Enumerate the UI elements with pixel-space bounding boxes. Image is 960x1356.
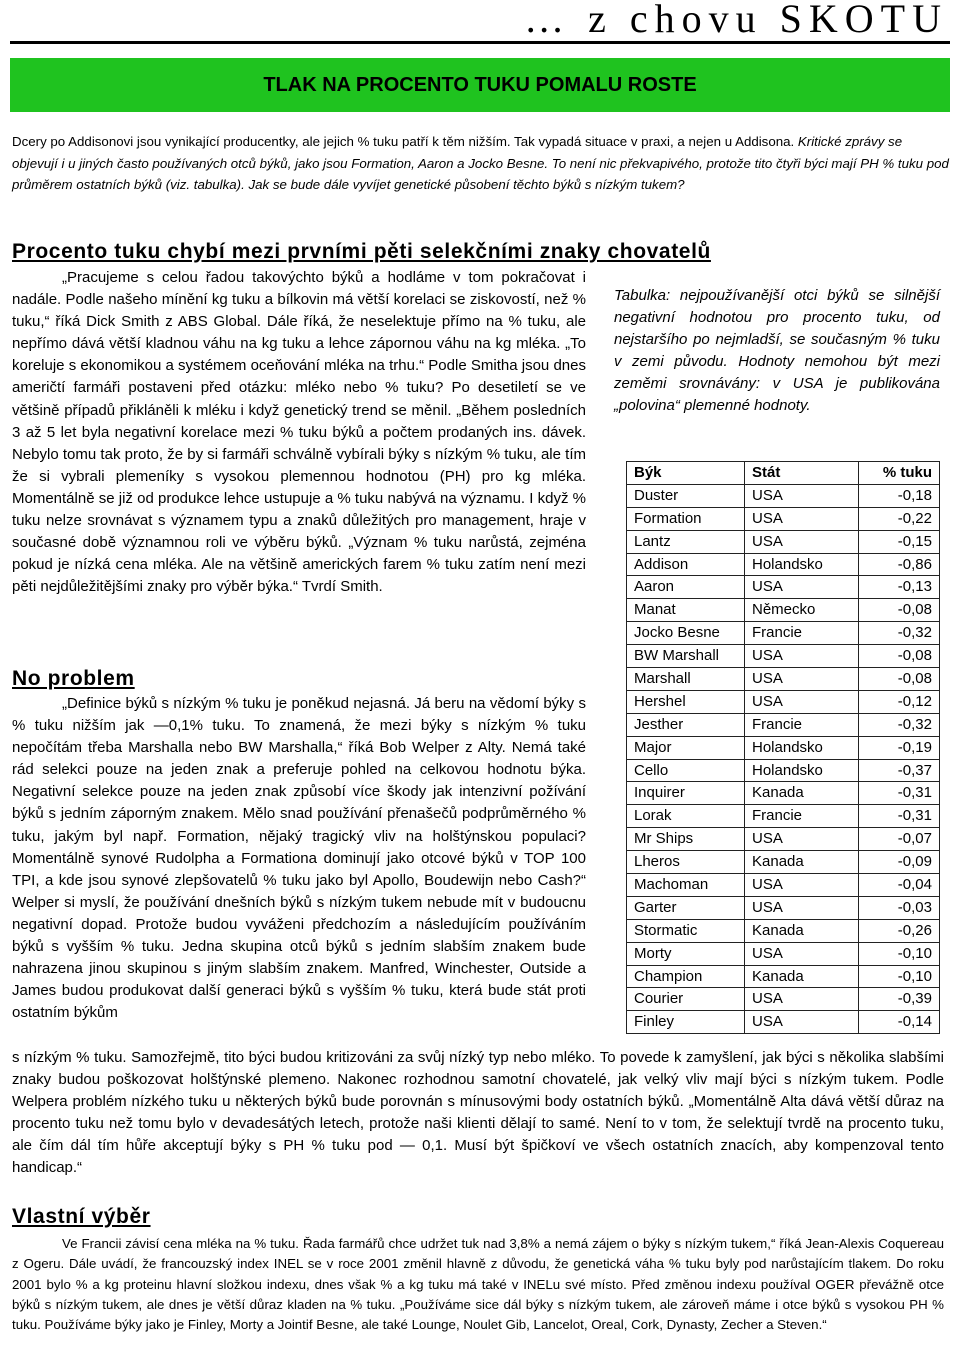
cell-fat-percent: -0,03 (859, 896, 940, 919)
table-row (627, 942, 940, 965)
cell-fat-percent: -0,86 (859, 553, 940, 576)
intro-paragraph (12, 131, 950, 196)
cell-bull-name: Cello (627, 759, 745, 782)
cell-bull-name: Lheros (627, 851, 745, 874)
section3-body (12, 1234, 944, 1335)
cell-bull-name: Lorak (627, 805, 745, 828)
cell-country: Francie (745, 713, 859, 736)
cell-country: USA (745, 828, 859, 851)
intro-italic-text: Kritické zprávy se objevují i u jiných často používaných otců býků, jako jsou Formation, Aaron a Jocko Besne. To není nic překvapivého, protože tito čtyři býci mají PH % tuku pod průměrem ostatních býků (viz. tabulka). Jak se bude dále vyvíjet genetické působení těchto býků s nízkým tukem? (12, 134, 949, 193)
cell-country: USA (745, 690, 859, 713)
column-header-stat: Stát (745, 462, 859, 485)
cell-fat-percent: -0,08 (859, 645, 940, 668)
cell-bull-name: Garter (627, 896, 745, 919)
cell-bull-name: Manat (627, 599, 745, 622)
section1-body (12, 267, 586, 598)
bull-fat-table (626, 461, 940, 1034)
cell-country: Kanada (745, 782, 859, 805)
table-row (627, 736, 940, 759)
cell-bull-name: Jocko Besne (627, 622, 745, 645)
table-row (627, 965, 940, 988)
cell-country: Holandsko (745, 553, 859, 576)
table-row (627, 599, 940, 622)
cell-fat-percent: -0,10 (859, 965, 940, 988)
table-row (627, 874, 940, 897)
table-row (627, 713, 940, 736)
section-heading-procento (12, 240, 711, 264)
cell-country: USA (745, 988, 859, 1011)
cell-fat-percent: -0,08 (859, 668, 940, 691)
table-header-row (627, 462, 940, 485)
cell-fat-percent: -0,31 (859, 805, 940, 828)
table-row (627, 805, 940, 828)
cell-bull-name: Morty (627, 942, 745, 965)
table-row (627, 896, 940, 919)
article-title-banner (10, 58, 950, 112)
section-heading-vlastni-vyber (12, 1205, 151, 1229)
cell-country: USA (745, 668, 859, 691)
cell-country: USA (745, 1011, 859, 1034)
cell-fat-percent: -0,32 (859, 622, 940, 645)
cell-fat-percent: -0,13 (859, 576, 940, 599)
cell-fat-percent: -0,10 (859, 942, 940, 965)
section2-full-paragraph: s nízkým % tuku. Samozřejmě, tito býci budou kritizováni za svůj nízký typ nebo mléko. To povede k zamyšlení, jak býci s několika slabšími znaky budou poškozovat holštýnské plemeno. Nakonec rozhodnou samotní chovatelé, jak velký vliv mají býci s nízkým tukem. Podle Welpera problém nízkého tuku u některých býků bude porovnán s mínusovými body ostatních býků. „Momentálně Alta dává větší důraz na procento tuku než tomu bylo v devadesátých letech, protože naši klienti dělají to samé. Není to v tom, že selektují tvrdě na procento tuku, ale čím dál tím hůře akceptují býky s PH % tuku pod — 0,1. Musí být špičkoví ve všech ostatních znacích, aby kompenzoval tento handicap.“ (12, 1049, 944, 1177)
table-row (627, 1011, 940, 1034)
table-row (627, 988, 940, 1011)
cell-country: USA (745, 507, 859, 530)
cell-country: Kanada (745, 919, 859, 942)
cell-country: USA (745, 530, 859, 553)
section-heading-text: Vlastní výběr (12, 1205, 151, 1228)
section3-paragraph: Ve Francii závisí cena mléka na % tuku. Řada farmářů chce udržet tuk nad 3,8% a nemá zájem o býky s nízkým tukem,“ říká Jean-Alexis Coquereau z Ogeru. Dále uvádí, že francouzský index INEL se v roce 2001 změnil hlavně z důvodu, že genetická váha % tuku byly pod narůstajícím tlakem. Do roku 2001 bylo % a kg proteinu hlavní složkou indexu, dnes však % a kg tuku má také v INELu své místo. Před změnou indexu používal OGER převážně otce býků s nízkým tukem, ale dnes je větší důraz kladen na % tuku. „Používáme sice dál býky s nízkým tukem, ale zároveň máme i otce býků s vysokou PH % tuku. Používáme býky jako je Finley, Morty a Jointif Besne, ale také Lounge, Noulet Gib, Lancelot, Oreal, Cork, Dynasty, Zecher a Steven.“ (12, 1236, 944, 1333)
section2-full-width-body (12, 1047, 944, 1180)
header-rule (10, 41, 950, 44)
cell-fat-percent: -0,12 (859, 690, 940, 713)
cell-country: Holandsko (745, 759, 859, 782)
cell-country: Kanada (745, 965, 859, 988)
cell-country: Kanada (745, 851, 859, 874)
cell-fat-percent: -0,22 (859, 507, 940, 530)
table-row (627, 759, 940, 782)
table-row (627, 828, 940, 851)
table-row (627, 919, 940, 942)
table-caption: Tabulka: nejpoužívanější otci býků se silnější negativní hodnotou pro procento tuku, od nejstaršího po nejmladší, se současným % tuku v zemi původu. Hodnoty nemohou být mezi zeměmi srovnávány: v USA je publikována „polovina“ plemenné hodnoty. (614, 287, 940, 415)
cell-country: USA (745, 645, 859, 668)
cell-bull-name: Mr Ships (627, 828, 745, 851)
table-row (627, 576, 940, 599)
table-row (627, 553, 940, 576)
table-row (627, 782, 940, 805)
cell-bull-name: Champion (627, 965, 745, 988)
cell-fat-percent: -0,32 (859, 713, 940, 736)
cell-country: USA (745, 576, 859, 599)
table-row (627, 645, 940, 668)
cell-bull-name: Stormatic (627, 919, 745, 942)
article-title: TLAK NA PROCENTO TUKU POMALU ROSTE (263, 73, 697, 96)
column-header-tuk: % tuku (859, 462, 940, 485)
column-header-byk: Býk (627, 462, 745, 485)
cell-country: Německo (745, 599, 859, 622)
cell-fat-percent: -0,26 (859, 919, 940, 942)
cell-fat-percent: -0,09 (859, 851, 940, 874)
section1-paragraph: „Pracujeme s celou řadou takovýchto býků a hodláme v tom pokračovat i nadále. Podle našeho mínění kg tuku a bílkovin má větší korelaci se ziskovostí, než % tuku,“ říká Dick Smith z ABS Global. Dále říká, že neselektuje přímo na % tuku, ale nepřímo dává větší kladnou váhu na kg tuku a lehce zápornou váhu na kg mléka. „To koreluje s ekonomikou a systémem oceňování mléka na trhu.“ Podle Smitha jsou dnes američtí farmáři postaveni před otázku: mléko nebo % tuku? Po desetiletí se ve většině případů přikláněli k mléku i když genetický trend se měnil. „Během posledních 3 až 5 let byla negativní korelace mezi % tuku býků a počtem prodaných ins. dávek. Nebylo tomu tak proto, že by si farmáři schválně vybírali býky s nízkým % tuku, ale tím že si vybrali plemeníky s vysokou plemennou hodnotou (PH) pro kg mléka. Momentálně se již od produkce lehce ustupuje a % tuku nabývá na významu. I když % tuku nelze srovnávat s významem typu a znaků důležitých pro management, hraje v současné době významnou roli ve výběru býků. „Význam % tuku narůstá, zejména pokud je nízká cena mléka. Ale na většině amerických farem % tuku zatím není mezi pěti nejdůležitějšími znaky pro výběr býka.“ Tvrdí Smith. (12, 269, 586, 596)
cell-bull-name: Finley (627, 1011, 745, 1034)
section-heading-no-problem (12, 667, 135, 691)
cell-bull-name: Major (627, 736, 745, 759)
cell-bull-name: Hershel (627, 690, 745, 713)
section2-column-paragraph: „Definice býků s nízkým % tuku je poněkud nejasná. Já beru na vědomí býky s % tuku nižším jak —0,1% tuku. To znamená, že mezi býky s nízkým % tuku nepočítám třeba Marshalla nebo BW Marshalla,“ říká Bob Welper z Alty. Nemá také rád selekci pouze na jeden znak a preferuje pohled na celkovou hodnotu býka. Negativní selekce pouze na jeden znak způsobí více škody jak intenzivní požívání býků s jedním záporným znakem. Mělo snad používání přenašečů podprůměrného % tuku, jakým byl např. Formation, nějaký tragický vliv na holštýnskou populaci? Momentálně synové Rudolpha a Formationa dominují jako otcové býků v TOP 100 TPI, a kde jsou synové zlepšovatelů % tuku jako byl Apollo, Boudewijn nebo Cash?“ Welper si myslí, že používání dnešních býků s nízkým tukem nebude mít v budoucnu negativní dopad. Protože budou vyváženi předchozím a následujícím používáním býků s vyšším % tuku. Jedna skupina otců býků s jedním slabším znakem bude nahrazena jinou skupinou s jiným slabším znakem. Manfred, Winchester, Outside a James budou produkovat další generaci býků s vyšším % tuku, která bude stát proti ostatním býkům (12, 695, 586, 1022)
cell-bull-name: Formation (627, 507, 745, 530)
cell-bull-name: BW Marshall (627, 645, 745, 668)
cell-country: Francie (745, 805, 859, 828)
section-heading-text: Procento tuku chybí mezi prvními pěti selekčními znaky chovatelů (12, 240, 711, 263)
cell-country: USA (745, 896, 859, 919)
cell-bull-name: Lantz (627, 530, 745, 553)
cell-bull-name: Machoman (627, 874, 745, 897)
cell-fat-percent: -0,31 (859, 782, 940, 805)
cell-fat-percent: -0,39 (859, 988, 940, 1011)
cell-fat-percent: -0,19 (859, 736, 940, 759)
cell-bull-name: Aaron (627, 576, 745, 599)
cell-fat-percent: -0,14 (859, 1011, 940, 1034)
table-row (627, 507, 940, 530)
cell-fat-percent: -0,08 (859, 599, 940, 622)
cell-country: USA (745, 484, 859, 507)
cell-country: Holandsko (745, 736, 859, 759)
cell-fat-percent: -0,07 (859, 828, 940, 851)
cell-fat-percent: -0,37 (859, 759, 940, 782)
cell-country: Francie (745, 622, 859, 645)
cell-bull-name: Jesther (627, 713, 745, 736)
section2-column-body (12, 693, 586, 1024)
cell-country: USA (745, 874, 859, 897)
cell-country: USA (745, 942, 859, 965)
cell-bull-name: Inquirer (627, 782, 745, 805)
cell-fat-percent: -0,04 (859, 874, 940, 897)
magazine-header-title: … z chovu SKOTU (524, 0, 948, 41)
table-row (627, 622, 940, 645)
cell-bull-name: Marshall (627, 668, 745, 691)
cell-bull-name: Addison (627, 553, 745, 576)
table-row (627, 484, 940, 507)
cell-bull-name: Duster (627, 484, 745, 507)
cell-bull-name: Courier (627, 988, 745, 1011)
table-row (627, 690, 940, 713)
cell-fat-percent: -0,18 (859, 484, 940, 507)
intro-normal-text: Dcery po Addisonovi jsou vynikající producentky, ale jejich % tuku patří k těm nižším. Tak vypadá situace v praxi, a nejen u Addisona. (12, 134, 798, 149)
section-heading-text: No problem (12, 667, 135, 690)
table-row (627, 668, 940, 691)
cell-fat-percent: -0,15 (859, 530, 940, 553)
table-row (627, 530, 940, 553)
table-row (627, 851, 940, 874)
table-body (627, 484, 940, 1033)
